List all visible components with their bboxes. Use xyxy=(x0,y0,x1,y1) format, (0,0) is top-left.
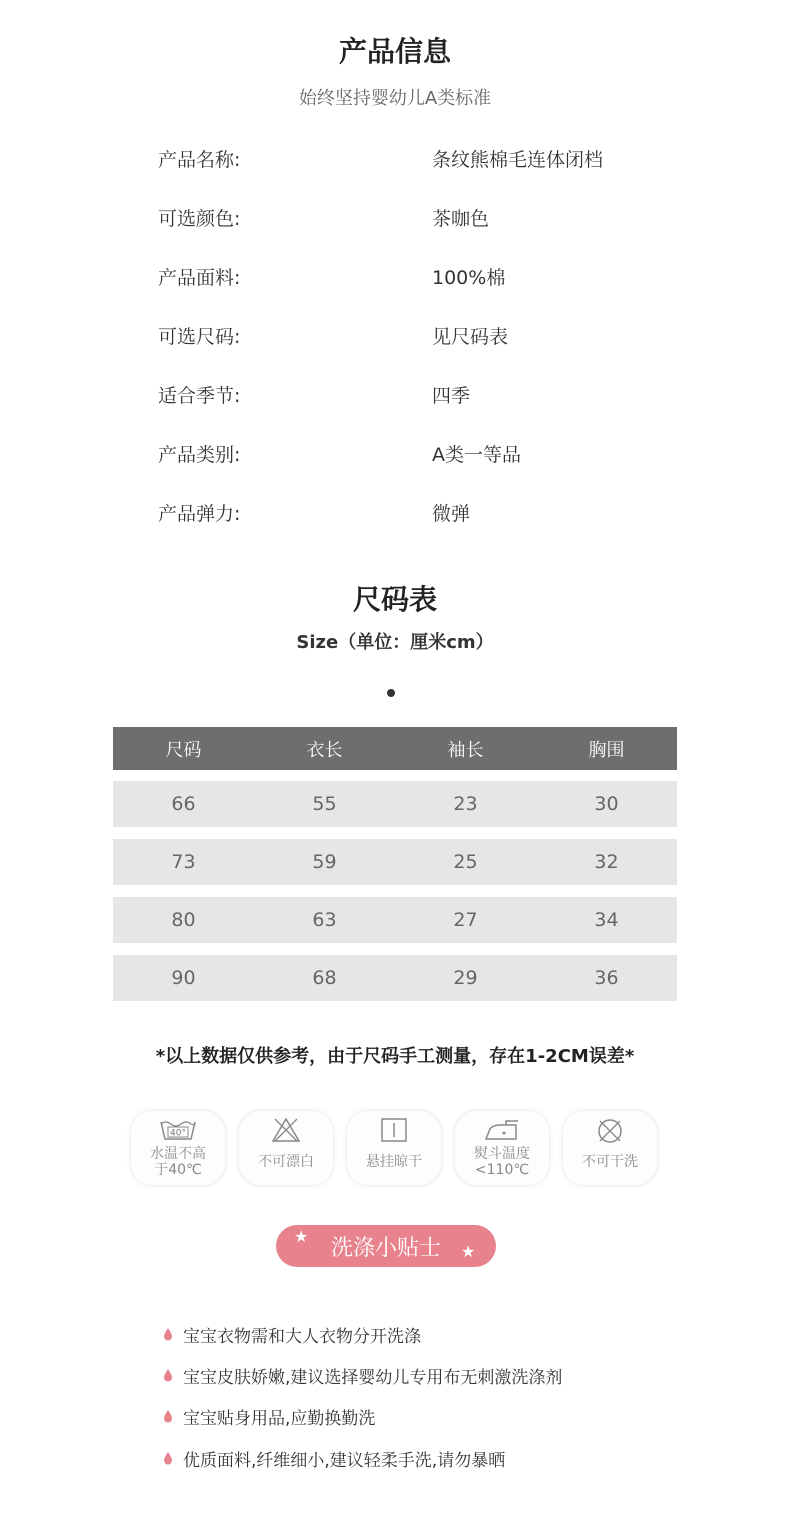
list-item xyxy=(163,1446,505,1470)
care-label: 不可干洗 xyxy=(582,1154,638,1170)
drop-icon xyxy=(163,1327,173,1341)
drop-icon xyxy=(163,1368,173,1382)
list-item xyxy=(163,1363,562,1387)
tip-text: 优质面料,纤维细小,建议轻柔手洗,请勿暴晒 xyxy=(183,1450,506,1471)
info-value: 条纹熊棉毛连体闭档 xyxy=(432,149,604,171)
info-row-sizes xyxy=(0,322,790,352)
info-row-fabric xyxy=(0,263,790,293)
table-cell: 23 xyxy=(453,793,478,815)
size-table-header xyxy=(113,727,677,770)
info-value: A类一等品 xyxy=(432,444,521,466)
info-value: 微弹 xyxy=(432,503,471,525)
no-dry-clean-icon xyxy=(596,1117,624,1145)
care-wash-40 xyxy=(130,1110,226,1186)
list-item xyxy=(163,1322,421,1346)
info-label: 产品弹力: xyxy=(158,503,241,525)
info-row-name xyxy=(0,145,790,175)
table-cell: 30 xyxy=(594,793,619,815)
header-cell-length: 衣长 xyxy=(306,739,343,761)
info-row-color xyxy=(0,204,790,234)
table-cell: 27 xyxy=(453,909,478,931)
info-row-elasticity xyxy=(0,499,790,529)
care-no-dry-clean xyxy=(562,1110,658,1186)
info-label: 产品名称: xyxy=(158,149,241,171)
wash-40-icon xyxy=(158,1119,198,1143)
care-no-bleach xyxy=(238,1110,334,1186)
info-value: 100%棉 xyxy=(432,267,506,289)
header-cell-sleeve: 袖长 xyxy=(447,739,484,761)
measurement-note: *以上数据仅供参考，由于尺码手工测量，存在1-2CM误差* xyxy=(155,1046,635,1067)
size-chart-title: 尺码表 xyxy=(352,583,437,616)
care-label: 不可漂白 xyxy=(258,1154,314,1170)
product-info-subtitle: 始终坚持婴幼儿A类标准 xyxy=(298,88,492,109)
info-row-season xyxy=(0,381,790,411)
table-cell: 59 xyxy=(312,851,337,873)
tip-text: 宝宝皮肤娇嫩,建议选择婴幼儿专用布无刺激洗涤剂 xyxy=(183,1367,563,1388)
info-label: 适合季节: xyxy=(158,385,241,407)
tip-text: 宝宝衣物需和大人衣物分开洗涤 xyxy=(183,1326,421,1347)
table-row xyxy=(113,781,677,827)
care-label: 水温不高 xyxy=(150,1146,206,1162)
table-row xyxy=(113,955,677,1001)
bullet-dot xyxy=(387,689,395,697)
tip-text: 宝宝贴身用品,应勤换勤洗 xyxy=(183,1408,376,1429)
care-label: 于40℃ xyxy=(154,1162,202,1178)
table-cell: 68 xyxy=(312,967,337,989)
header-cell-size: 尺码 xyxy=(165,739,202,761)
hang-dry-icon xyxy=(381,1118,407,1142)
size-chart-subtitle: Size（单位：厘米cm） xyxy=(296,632,494,653)
iron-icon xyxy=(484,1119,520,1141)
star-icon: ★ xyxy=(294,1227,309,1246)
care-iron xyxy=(454,1110,550,1186)
table-cell: 34 xyxy=(594,909,619,931)
drop-icon xyxy=(163,1409,173,1423)
star-icon: ★ xyxy=(461,1242,476,1261)
header-cell-chest: 胸围 xyxy=(588,739,625,761)
table-cell: 90 xyxy=(171,967,196,989)
info-label: 产品类别: xyxy=(158,444,241,466)
info-label: 可选颜色: xyxy=(158,208,241,230)
info-value: 四季 xyxy=(432,385,471,407)
care-label: <110℃ xyxy=(474,1162,530,1178)
table-cell: 66 xyxy=(171,793,196,815)
info-value: 见尺码表 xyxy=(432,326,509,348)
table-row xyxy=(113,839,677,885)
table-cell: 36 xyxy=(594,967,619,989)
info-value: 茶咖色 xyxy=(432,208,490,230)
table-cell: 80 xyxy=(171,909,196,931)
table-cell: 29 xyxy=(453,967,478,989)
product-info-title: 产品信息 xyxy=(338,35,451,68)
table-cell: 73 xyxy=(171,851,196,873)
info-label: 可选尺码: xyxy=(158,326,241,348)
table-cell: 32 xyxy=(594,851,619,873)
info-row-category xyxy=(0,440,790,470)
table-cell: 55 xyxy=(312,793,337,815)
table-cell: 63 xyxy=(312,909,337,931)
drop-icon xyxy=(163,1451,173,1465)
care-label: 熨斗温度 xyxy=(474,1146,530,1162)
wash-temp-badge: 40° xyxy=(170,1128,186,1139)
table-row xyxy=(113,897,677,943)
table-cell: 25 xyxy=(453,851,478,873)
care-hang-dry xyxy=(346,1110,442,1186)
care-label: 悬挂晾干 xyxy=(366,1154,422,1170)
list-item xyxy=(163,1404,375,1428)
no-bleach-icon xyxy=(271,1117,301,1143)
washing-tips-title: 洗涤小贴士 xyxy=(330,1235,441,1261)
info-label: 产品面料: xyxy=(158,267,241,289)
